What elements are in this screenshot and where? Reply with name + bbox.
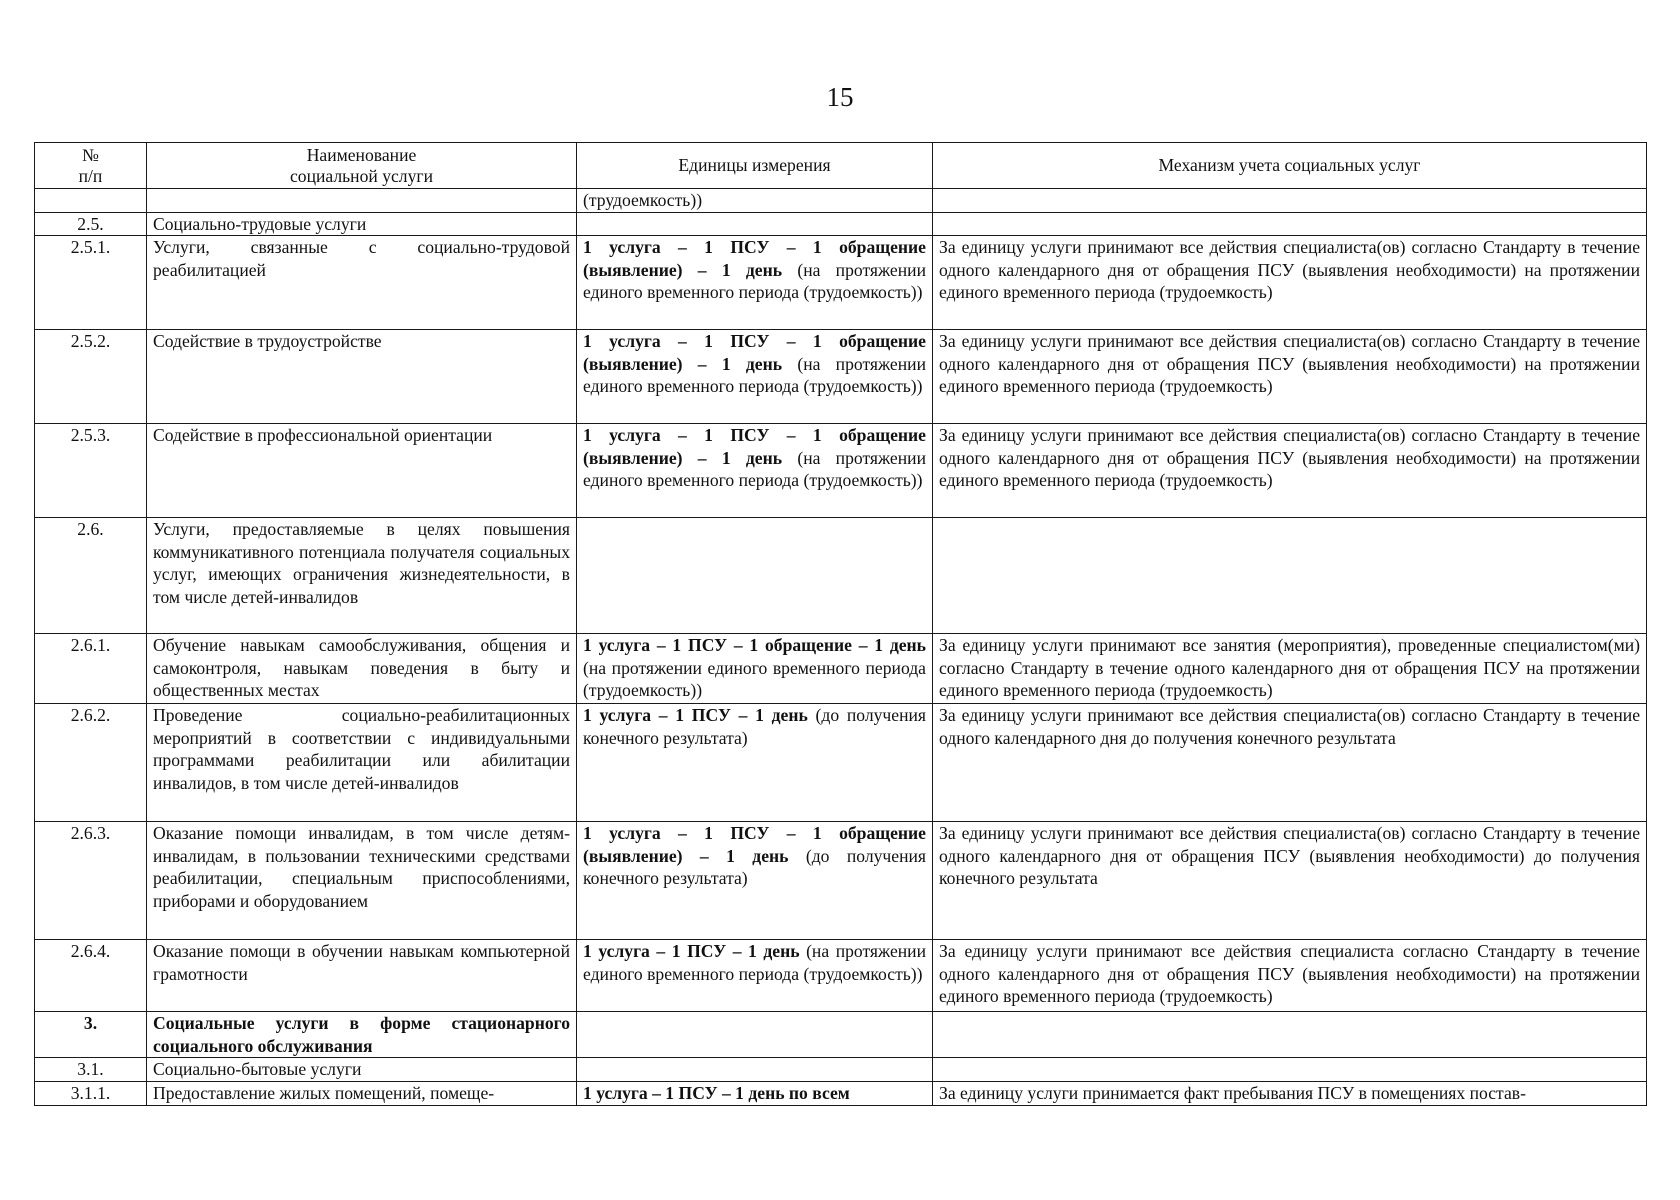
row-number: 2.5.	[35, 212, 147, 236]
row-mechanism: За единицу услуги принимается факт пребывания ПСУ в помещениях постав-	[933, 1081, 1647, 1105]
row-number: 3.1.	[35, 1058, 147, 1082]
row-mechanism	[933, 1058, 1647, 1082]
row-number: 2.6.	[35, 518, 147, 634]
row-service-name: Обучение навыкам самообслуживания, общения и самоконтроля, навыкам поведения в быту и общественных местах	[147, 634, 577, 704]
table-row	[35, 424, 1647, 518]
row-mechanism	[933, 1012, 1647, 1058]
row-mechanism: За единицу услуги принимают все действия специалиста(ов) согласно Стандарту в течение одного календарного дня до получения конечного результата	[933, 704, 1647, 822]
row-mechanism: За единицу услуги принимают все действия специалиста(ов) согласно Стандарту в течение одного календарного дня от обращения ПСУ (выявления необходимости) на протяжении единого временного периода (трудоемкость)	[933, 330, 1647, 424]
row-unit	[577, 212, 933, 236]
table-header-row	[35, 143, 1647, 189]
table-row	[35, 822, 1647, 940]
row-mechanism: За единицу услуги принимают все действия специалиста(ов) согласно Стандарту в течение одного календарного дня от обращения ПСУ (выявления необходимости) на протяжении единого временного периода (трудоемкость)	[933, 424, 1647, 518]
row-service-name: Содействие в трудоустройстве	[147, 330, 577, 424]
row-number: 2.6.2.	[35, 704, 147, 822]
header-service-name: Наименование социальной услуги	[147, 143, 577, 189]
row-number	[35, 189, 147, 213]
row-number: 3.	[35, 1012, 147, 1058]
row-service-name: Оказание помощи инвалидам, в том числе детям-инвалидам, в пользовании техническими средствами реабилитации, специальным приспособлениями, приборами и оборудованием	[147, 822, 577, 940]
row-unit: 1 услуга – 1 ПСУ – 1 обращение – 1 день (на протяжении единого временного периода (трудоемкость))	[577, 634, 933, 704]
row-service-name: Социально-трудовые услуги	[147, 212, 577, 236]
row-unit: 1 услуга – 1 ПСУ – 1 обращение (выявление) – 1 день (на протяжении единого временного периода (трудоемкость))	[577, 424, 933, 518]
row-mechanism	[933, 212, 1647, 236]
services-table	[34, 142, 1647, 1106]
row-mechanism: За единицу услуги принимают все действия специалиста(ов) согласно Стандарту в течение одного календарного дня от обращения ПСУ (выявления необходимости) на протяжении единого временного периода (трудоемкость)	[933, 236, 1647, 330]
table-row	[35, 940, 1647, 1012]
row-service-name: Содействие в профессиональной ориентации	[147, 424, 577, 518]
row-unit	[577, 1012, 933, 1058]
row-service-name	[147, 189, 577, 213]
row-unit: 1 услуга – 1 ПСУ – 1 день по всем	[577, 1081, 933, 1105]
row-service-name: Услуги, предоставляемые в целях повышения коммуникативного потенциала получателя социальных услуг, имеющих ограничения жизнедеятельности, в том числе детей-инвалидов	[147, 518, 577, 634]
row-service-name: Услуги, связанные с социально-трудовой реабилитацией	[147, 236, 577, 330]
header-number: № п/п	[35, 143, 147, 189]
header-unit: Единицы измерения	[577, 143, 933, 189]
row-service-name: Социальные услуги в форме стационарного социального обслуживания	[147, 1012, 577, 1058]
row-number: 2.5.1.	[35, 236, 147, 330]
row-mechanism	[933, 518, 1647, 634]
page-number: 15	[826, 82, 854, 112]
row-number: 2.6.3.	[35, 822, 147, 940]
row-number: 3.1.1.	[35, 1081, 147, 1105]
table-row	[35, 704, 1647, 822]
row-number: 2.6.1.	[35, 634, 147, 704]
header-mechanism: Механизм учета социальных услуг	[933, 143, 1647, 189]
table-row	[35, 330, 1647, 424]
table-row	[35, 1058, 1647, 1082]
row-unit: 1 услуга – 1 ПСУ – 1 обращение (выявление) – 1 день (на протяжении единого временного периода (трудоемкость))	[577, 236, 933, 330]
table-row	[35, 189, 1647, 213]
row-mechanism: За единицу услуги принимают все действия специалиста(ов) согласно Стандарту в течение одного календарного дня от обращения ПСУ (выявления необходимости) до получения конечного результата	[933, 822, 1647, 940]
row-number: 2.5.2.	[35, 330, 147, 424]
table-row	[35, 1012, 1647, 1058]
table-row	[35, 1081, 1647, 1105]
table-row	[35, 518, 1647, 634]
row-unit: (трудоемкость))	[577, 189, 933, 213]
row-number: 2.6.4.	[35, 940, 147, 1012]
row-unit: 1 услуга – 1 ПСУ – 1 обращение (выявление) – 1 день (на протяжении единого временного периода (трудоемкость))	[577, 330, 933, 424]
table-row	[35, 236, 1647, 330]
row-unit: 1 услуга – 1 ПСУ – 1 обращение (выявление) – 1 день (до получения конечного результата)	[577, 822, 933, 940]
row-mechanism: За единицу услуги принимают все действия специалиста согласно Стандарту в течение одного календарного дня от обращения ПСУ (выявления необходимости) на протяжении единого временного периода (трудоемкость)	[933, 940, 1647, 1012]
row-number: 2.5.3.	[35, 424, 147, 518]
table-row	[35, 212, 1647, 236]
row-unit: 1 услуга – 1 ПСУ – 1 день (до получения конечного результата)	[577, 704, 933, 822]
row-service-name: Предоставление жилых помещений, помеще-	[147, 1081, 577, 1105]
row-mechanism: За единицу услуги принимают все занятия (мероприятия), проведенные специалистом(ми) согласно Стандарту в течение одного календарного дня от обращения ПСУ на протяжении единого временного периода (трудоемкость)	[933, 634, 1647, 704]
row-service-name: Социально-бытовые услуги	[147, 1058, 577, 1082]
row-service-name: Проведение социально-реабилитационных мероприятий в соответствии с индивидуальными программами реабилитации или абилитации инвалидов, в том числе детей-инвалидов	[147, 704, 577, 822]
row-unit: 1 услуга – 1 ПСУ – 1 день (на протяжении единого временного периода (трудоемкость))	[577, 940, 933, 1012]
row-service-name: Оказание помощи в обучении навыкам компьютерной грамотности	[147, 940, 577, 1012]
row-unit	[577, 1058, 933, 1082]
table-row	[35, 634, 1647, 704]
row-unit	[577, 518, 933, 634]
row-mechanism	[933, 189, 1647, 213]
